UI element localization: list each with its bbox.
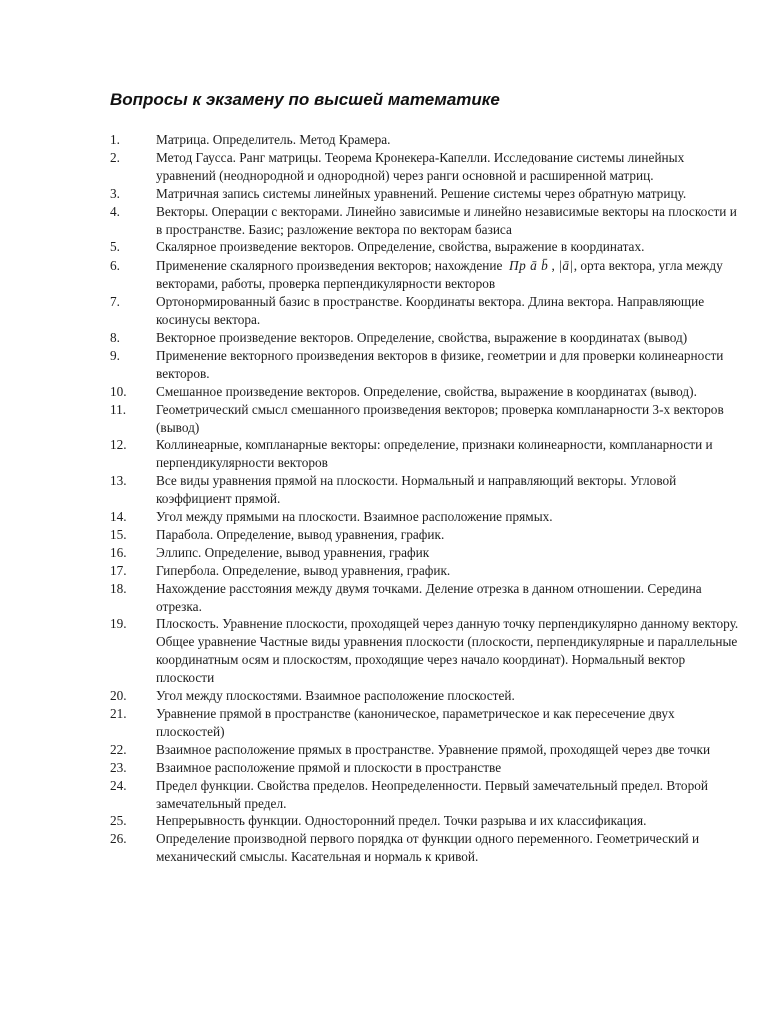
page-title: Вопросы к экзамену по высшей математике bbox=[110, 90, 500, 109]
item-text: Матричная запись системы линейных уравнений. Решение системы через обратную матрицу. bbox=[156, 185, 687, 201]
list-item bbox=[0, 759, 740, 777]
list-item bbox=[0, 705, 740, 741]
item-number: 21. bbox=[110, 706, 127, 721]
item-text-after: , орта вектора, угла между векторами, работы, проверка перпендикулярности векторов bbox=[156, 258, 723, 292]
item-text: Векторное произведение векторов. Определение, свойства, выражение в координатах (вывод) bbox=[156, 329, 688, 345]
item-number: 13. bbox=[110, 473, 127, 489]
item-text: Парабола. Определение, вывод уравнения, график. bbox=[156, 526, 445, 542]
item-number: 17. bbox=[110, 562, 127, 578]
item-text: Коллинеарные, компланарные векторы: определение, признаки колинеарности, компланарности и перпендикулярности векторов bbox=[156, 437, 713, 471]
item-number: 9. bbox=[110, 347, 120, 363]
item-number: 26. bbox=[110, 831, 127, 847]
list-item bbox=[0, 131, 740, 149]
item-text: Геометрический смысл смешанного произведения векторов; проверка компланарности 3-х векторов (вывод) bbox=[156, 401, 724, 435]
item-number: 16. bbox=[110, 544, 127, 560]
list-item bbox=[0, 544, 740, 562]
list-item bbox=[0, 615, 740, 687]
item-text: Угол между плоскостями. Взаимное расположение плоскостей. bbox=[156, 688, 515, 704]
list-item bbox=[0, 812, 740, 830]
list-item bbox=[0, 830, 740, 866]
item-text: Матрица. Определитель. Метод Крамера. bbox=[156, 132, 391, 147]
item-number: 7. bbox=[110, 294, 120, 310]
list-item bbox=[0, 329, 740, 347]
item-number: 22. bbox=[110, 741, 127, 757]
vector-length-formula: |ā| bbox=[558, 258, 574, 274]
list-item bbox=[0, 203, 740, 239]
item-text: Определение производной первого порядка от функции одного переменного. Геометрический и механический смыслы. Касательная и нормаль к кривой. bbox=[156, 831, 700, 865]
item-number: 2. bbox=[110, 149, 120, 165]
item-number: 23. bbox=[110, 759, 127, 775]
item-text: Скалярное произведение векторов. Определение, свойства, выражение в координатах. bbox=[156, 239, 645, 255]
item-number: 5. bbox=[110, 239, 120, 255]
item-text: Взаимное расположение прямой и плоскости в пространстве bbox=[156, 759, 502, 775]
item-number: 1. bbox=[110, 132, 120, 147]
list-item bbox=[0, 185, 740, 203]
item-text: Предел функции. Свойства пределов. Неопределенности. Первый замечательный предел. Второй замечательный предел. bbox=[156, 777, 708, 811]
list-item bbox=[0, 741, 740, 759]
item-number: 6. bbox=[110, 258, 120, 274]
item-number: 8. bbox=[110, 329, 120, 345]
item-number: 18. bbox=[110, 580, 127, 596]
item-number: 20. bbox=[110, 688, 127, 704]
list-item bbox=[0, 293, 740, 329]
item-number: 19. bbox=[110, 616, 127, 632]
item-number: 11. bbox=[110, 401, 127, 417]
item-text: Применение векторного произведения векторов в физике, геометрии и для проверки колинеарности векторов. bbox=[156, 347, 724, 381]
list-item bbox=[0, 149, 740, 185]
item-number: 10. bbox=[110, 383, 127, 399]
list-item bbox=[0, 347, 740, 383]
item-text: Все виды уравнения прямой на плоскости. Нормальный и направляющий векторы. Угловой коэффициент прямой. bbox=[156, 473, 677, 507]
item-text: Применение скалярного произведения векторов; нахождение Пр ā b̄ , |ā|, орта вектора, угла между векторами, работы, проверка перпендикулярности векторов bbox=[156, 258, 723, 292]
item-number: 12. bbox=[110, 437, 127, 453]
questions-list bbox=[0, 131, 740, 866]
list-item bbox=[0, 436, 740, 472]
list-item bbox=[0, 472, 740, 508]
item-text: Смешанное произведение векторов. Определение, свойства, выражение в координатах (вывод). bbox=[156, 383, 697, 399]
list-item bbox=[0, 687, 740, 705]
item-number: 14. bbox=[110, 509, 127, 525]
item-text: Угол между прямыми на плоскости. Взаимное расположение прямых. bbox=[156, 509, 553, 525]
list-item bbox=[0, 580, 740, 616]
item-text: Нахождение расстояния между двумя точками. Деление отрезка в данном отношении. Середина отрезка. bbox=[156, 580, 702, 614]
list-item bbox=[0, 238, 740, 256]
list-item bbox=[0, 383, 740, 401]
list-item bbox=[0, 526, 740, 544]
list-item bbox=[0, 257, 740, 293]
item-number: 4. bbox=[110, 203, 120, 219]
item-text: Гипербола. Определение, вывод уравнения, график. bbox=[156, 562, 451, 578]
item-number: 24. bbox=[110, 777, 127, 793]
item-number: 15. bbox=[110, 526, 127, 542]
item-text: Уравнение прямой в пространстве (каноническое, параметрическое и как пересечение двух плоскостей) bbox=[156, 706, 675, 739]
item-text: Плоскость. Уравнение плоскости, проходящей через данную точку перпендикулярно данному вектору. Общее уравнение Частные виды уравнения плоскости (плоскости, перпендикулярные и параллельные координатным осям и плоскостям, проходящие через начало координат). Нормальный вектор плоскости bbox=[156, 616, 739, 686]
item-text: Непрерывность функции. Односторонний предел. Точки разрыва и их классификация. bbox=[156, 813, 647, 829]
projection-formula: Пр ā b̄ bbox=[509, 258, 549, 274]
item-number: 3. bbox=[110, 185, 120, 201]
item-text: Векторы. Операции с векторами. Линейно зависимые и линейно независимые векторы на плоскости и в пространстве. Базис; разложение вектора по векторам базиса bbox=[156, 203, 737, 237]
item-text: Метод Гаусса. Ранг матрицы. Теорема Кронекера-Капелли. Исследование системы линейных уравнений (неоднородной и однородной) через ранги основной и расширенной матриц. bbox=[156, 149, 685, 183]
item-text-before: Применение скалярного произведения векторов; нахождение bbox=[156, 258, 503, 274]
item-text: Эллипс. Определение, вывод уравнения, график bbox=[156, 544, 430, 560]
list-item bbox=[0, 777, 740, 813]
list-item bbox=[0, 562, 740, 580]
list-item bbox=[0, 508, 740, 526]
list-item bbox=[0, 401, 740, 437]
item-text: Взаимное расположение прямых в пространстве. Уравнение прямой, проходящей через две точки bbox=[156, 741, 711, 757]
item-number: 25. bbox=[110, 813, 127, 829]
item-text: Ортонормированный базис в пространстве. Координаты вектора. Длина вектора. Направляющие косинусы вектора. bbox=[156, 294, 705, 328]
